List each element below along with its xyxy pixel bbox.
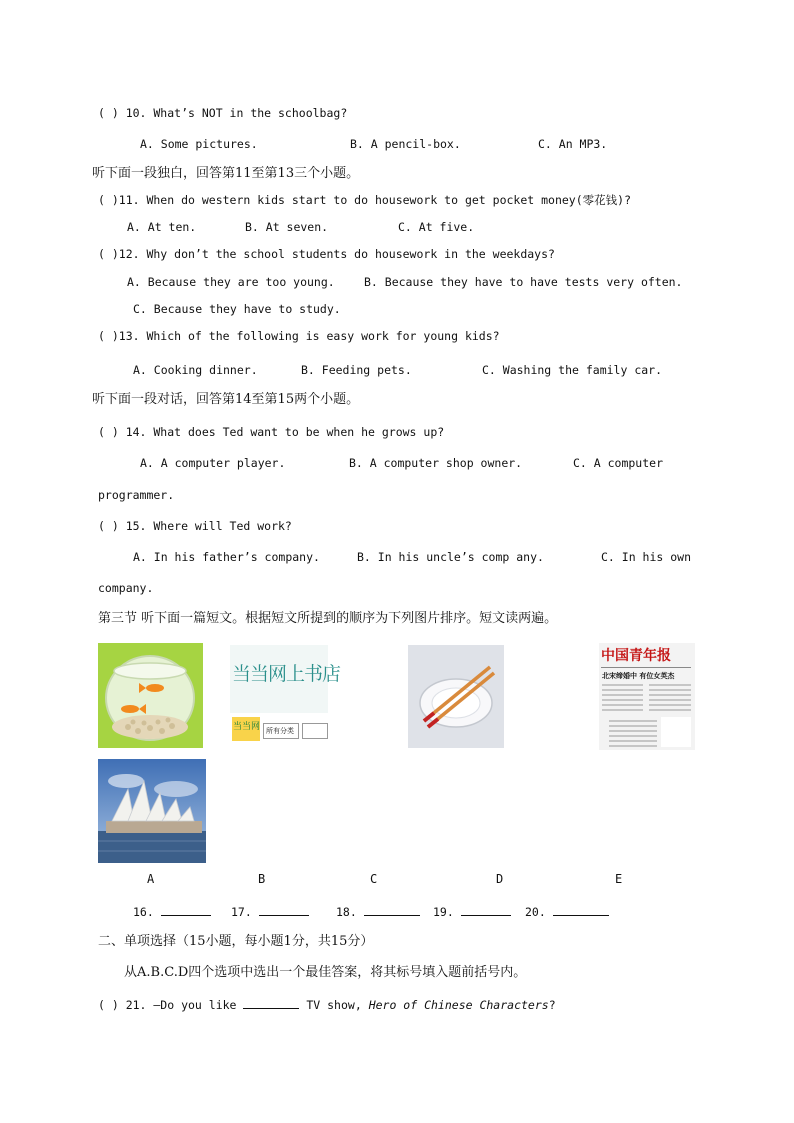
question-10-option-a: A. Some pictures. <box>140 137 258 151</box>
part-2-heading: 二、单项选择（15小题，每小题1分，共15分） <box>98 934 374 949</box>
question-12-option-b: B. Because they have to have tests very often. <box>364 275 683 289</box>
question-12-option-c: C. Because they have to study. <box>133 302 341 316</box>
question-11-stem: ( )11. When do western kids start to do housework to get pocket money(零花钱)? <box>98 193 631 207</box>
question-13-option-a: A. Cooking dinner. <box>133 363 258 377</box>
question-11-option-a: A. At ten. <box>127 220 197 234</box>
question-12-stem: ( )12. Why don’t the school students do housework in the weekdays? <box>98 247 555 261</box>
answer-blank-19[interactable]: 19. <box>433 903 511 920</box>
tv-show-title: Hero of Chinese Characters <box>368 998 549 1012</box>
question-14-option-a: A. A computer player. <box>140 456 286 470</box>
picture-label-b: B <box>258 872 266 886</box>
category-dropdown: 所有分类 <box>263 723 299 739</box>
question-10-option-b: B. A pencil-box. <box>350 137 461 151</box>
section-heading-11-13: 听下面一段独白，回答第11至第13三个小题。 <box>92 166 360 181</box>
question-15-stem: ( ) 15. Where will Ted work? <box>98 519 292 533</box>
question-13-option-c: C. Washing the family car. <box>482 363 663 377</box>
answer-blank-18[interactable]: 18. <box>336 903 420 920</box>
chopsticks-image <box>408 645 504 748</box>
dangdang-small-logo: 当当网 <box>233 722 261 732</box>
part-2-instruction: 从A.B.C.D四个选项中选出一个最佳答案，将其标号填入题前括号内。 <box>124 965 527 980</box>
question-15-option-a: A. In his father’s company. <box>133 550 320 564</box>
dangdang-logo-text: 当当网上书店 <box>232 663 341 685</box>
question-15-option-c: C. In his own <box>601 550 692 564</box>
dangdang-bookstore-image <box>230 645 341 743</box>
section-heading-14-15: 听下面一段对话，回答第14至第15两个小题。 <box>92 392 360 407</box>
sydney-opera-house-image <box>98 759 206 863</box>
question-10-option-c: C. An MP3. <box>538 137 608 151</box>
question-15-option-c-continued: company. <box>98 581 154 595</box>
question-11-option-b: B. At seven. <box>245 220 329 234</box>
picture-label-c: C <box>370 872 378 886</box>
question-15-option-b: B. In his uncle’s comp any. <box>357 550 544 564</box>
question-12-option-a: A. Because they are too young. <box>127 275 335 289</box>
question-14-option-b: B. A computer shop owner. <box>349 456 523 470</box>
question-21-stem: ( ) 21. —Do you like TV show, Hero of Chinese Characters? <box>98 998 556 1012</box>
picture-label-e: E <box>615 872 623 886</box>
question-14-option-c-continued: programmer. <box>98 488 175 502</box>
answer-blank-17[interactable]: 17. <box>231 903 309 920</box>
answer-blank-20[interactable]: 20. <box>525 903 609 920</box>
newspaper-masthead: 中国青年报 <box>601 648 671 664</box>
question-13-stem: ( )13. Which of the following is easy work for young kids? <box>98 329 500 343</box>
section-3-heading: 第三节 听下面一篇短文。根据短文所提到的顺序为下列图片排序。短文读两遍。 <box>98 611 558 626</box>
question-14-stem: ( ) 14. What does Ted want to be when he grows up? <box>98 425 445 439</box>
question-13-option-b: B. Feeding pets. <box>301 363 412 377</box>
question-10-stem: ( ) 10. What’s NOT in the schoolbag? <box>98 106 348 120</box>
question-11-option-c: C. At five. <box>398 220 475 234</box>
newspaper-headline: 北宋缔婚中 有位女英杰 <box>602 672 675 680</box>
answer-blank-16[interactable]: 16. <box>133 903 211 920</box>
question-14-option-c: C. A computer <box>573 456 664 470</box>
newspaper-image <box>599 643 695 750</box>
picture-label-a: A <box>147 872 155 886</box>
picture-label-d: D <box>496 872 504 886</box>
goldfish-bowl-image <box>98 643 203 748</box>
